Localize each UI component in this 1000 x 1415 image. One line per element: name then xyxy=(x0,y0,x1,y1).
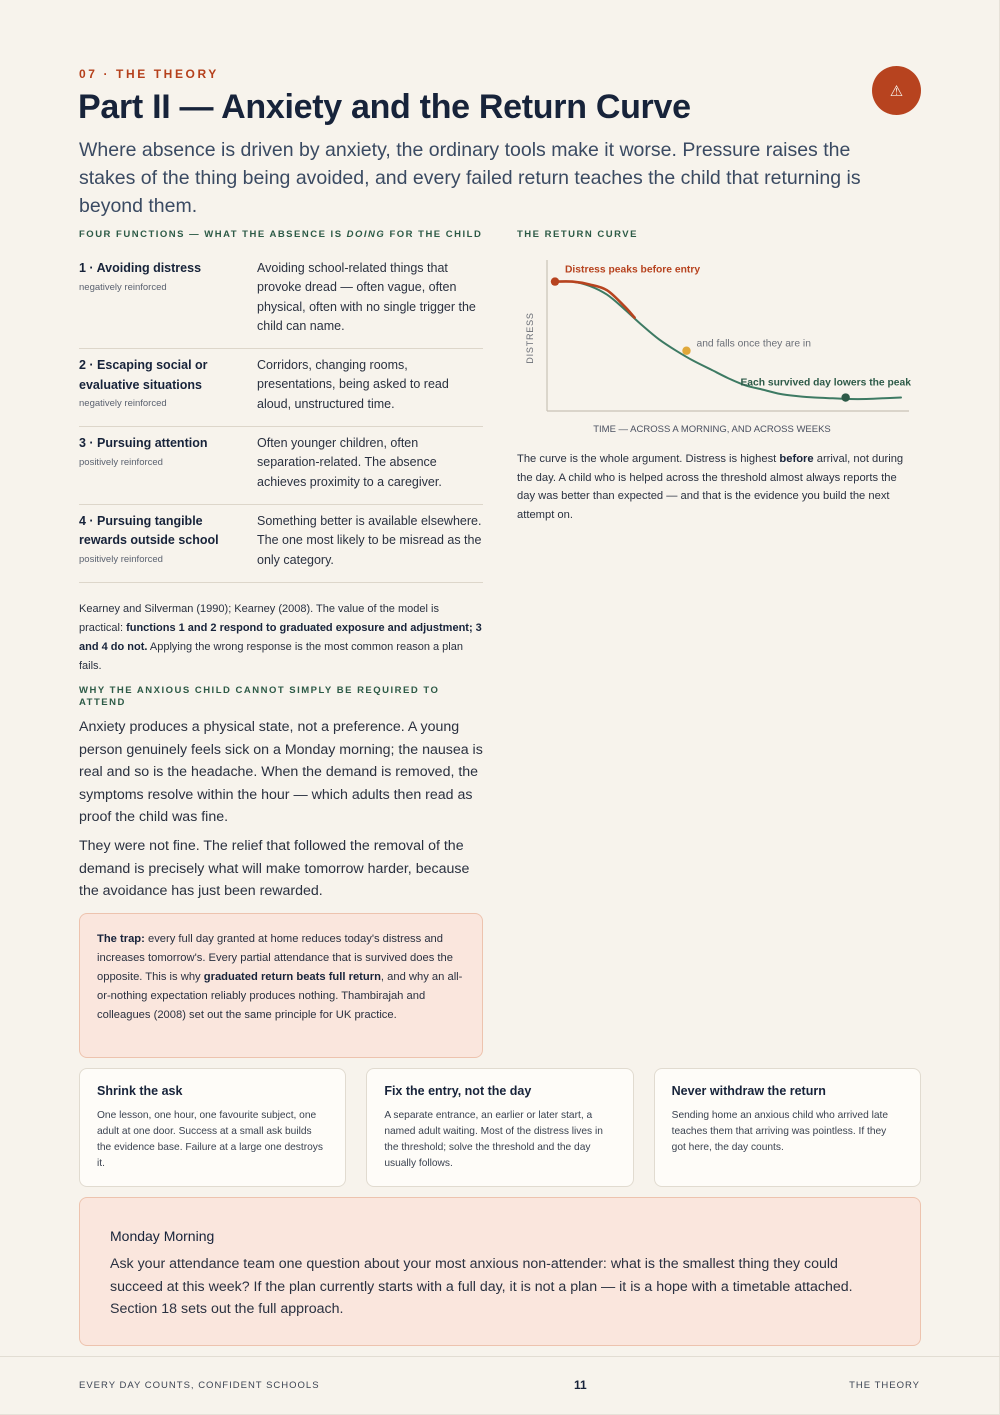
return-curve-svg xyxy=(517,252,917,442)
why-paragraph-2: They were not fine. The relief that followed the removal of the demand is precisely what will make tomorrow harder, because the avoidance has just been rewarded. xyxy=(79,838,470,900)
function-row xyxy=(79,505,483,583)
return-curve-chart xyxy=(517,252,917,442)
annotation-label: and falls once they are in xyxy=(696,338,811,350)
function-description: Often younger children, often separation-related. The absence achieves proximity to a caregiver. xyxy=(257,436,442,489)
warning-triangle-icon: ⚠ xyxy=(872,66,921,115)
principles-cards xyxy=(79,1068,921,1187)
monday-morning-callout xyxy=(79,1197,921,1346)
function-description: Something better is available elsewhere. The one most likely to be misread as the only category. xyxy=(257,513,482,567)
functions-section-label: FOUR FUNCTIONS — WHAT THE ABSENCE IS DOING FOR THE CHILD xyxy=(79,229,483,240)
function-row xyxy=(79,349,483,427)
lede-paragraph: Where absence is driven by anxiety, the ordinary tools make it worse. Pressure raises the stakes of the thing being avoided, and every failed return teaches the child that returning is beyond them. xyxy=(79,139,861,217)
why-paragraph-1: Anxiety produces a physical state, not a preference. A young person genuinely feels sick on a Monday morning; the nausea is real and so is the headache. When the demand is removed, the symptoms resolve within the hour — which adults then read as proof the child was fine. xyxy=(79,719,483,826)
curve-section-label: THE RETURN CURVE xyxy=(517,229,638,240)
x-axis-label: TIME — ACROSS A MORNING, AND ACROSS WEEKS xyxy=(593,424,831,435)
function-title: 2 · Escaping social or evaluative situations xyxy=(79,358,208,392)
footer-section: THE THEORY xyxy=(849,1380,920,1391)
end-point xyxy=(841,393,849,401)
card-body: A separate entrance, an earlier or later start, a named adult waiting. Most of the distress lives in the threshold; solve the threshold and the day usually follows. xyxy=(384,1110,603,1169)
function-title: 1 · Avoiding distress xyxy=(79,261,202,275)
page-number: 11 xyxy=(574,1378,587,1392)
footer-publication: EVERY DAY COUNTS, CONFIDENT SCHOOLS xyxy=(79,1380,320,1391)
midpoint-point xyxy=(682,347,690,355)
function-title: 4 · Pursuing tangible rewards outside school xyxy=(79,513,219,548)
card-body: One lesson, one hour, one favourite subject, one adult at one door. Success at a small ask builds the evidence base. Failure at a large one destroys it. xyxy=(97,1110,323,1169)
function-tag: positively reinforced xyxy=(79,553,163,565)
card-body: Sending home an anxious child who arrived late teaches them that arriving was pointless. If they got here, the day counts. xyxy=(671,1110,888,1153)
footer-divider xyxy=(0,1356,1000,1357)
annotation-label: Each survived day lowers the peak xyxy=(740,377,911,389)
principle-card xyxy=(79,1068,346,1187)
y-axis-label: DISTRESS xyxy=(525,312,535,364)
function-row xyxy=(79,427,483,505)
card-title: Never withdraw the return xyxy=(671,1084,826,1098)
card-title: Fix the entry, not the day xyxy=(384,1084,532,1098)
function-tag: negatively reinforced xyxy=(79,281,167,293)
section-eyebrow: 07 · THE THEORY xyxy=(79,67,219,81)
page-title: Part II — Anxiety and the Return Curve xyxy=(78,88,691,126)
function-title: 3 · Pursuing attention xyxy=(79,436,208,451)
monday-body: Ask your attendance team one question about your most anxious non-attender: what is the smallest thing they could succeed at this week? If the plan currently starts with a full day, it is not a plan — it is a hope with a timetable attached. Section 18 sets out the full approach. xyxy=(110,1256,853,1318)
curve-caption: The curve is the whole argument. Distress is highest before arrival, not during the day. A child who is helped across the threshold almost always reports the day was better than expected — and that is the evidence you build the next attempt on. xyxy=(517,453,904,521)
function-tag: negatively reinforced xyxy=(79,398,167,410)
functions-table xyxy=(79,252,483,583)
function-row xyxy=(79,252,483,349)
function-description: Corridors, changing rooms, presentations, being asked to read aloud, unstructured time. xyxy=(257,358,449,411)
peak-point xyxy=(551,277,559,285)
function-tag: positively reinforced xyxy=(79,456,163,468)
principle-card xyxy=(366,1068,633,1187)
annotation-label: Distress peaks before entry xyxy=(565,264,701,276)
principle-card xyxy=(654,1068,921,1187)
card-title: Shrink the ask xyxy=(97,1084,183,1098)
model-citation: Kearney and Silverman (1990); Kearney (2008). The value of the model is practical: functions 1 and 2 respond to graduated exposure and adjustment; 3 and 4 do not. Applying the wrong response is the most common reason a plan fails. xyxy=(79,603,482,672)
trap-callout: The trap: every full day granted at home reduces today's distress and increases tomorrow's. Every partial attendance that is survived does the opposite. This is why graduated return beats full return, and why an all-or-nothing expectation reliably produces nothing. Thambirajah and colleagues (2008) set out the same principle for UK practice. xyxy=(79,913,483,1058)
monday-title: Monday Morning xyxy=(110,1228,215,1244)
function-description: Avoiding school-related things that provoke dread — often vague, often physical, often with no single trigger the child can name. xyxy=(257,261,476,333)
why-section-label: WHY THE ANXIOUS CHILD CANNOT SIMPLY BE REQUIRED TO ATTEND xyxy=(79,685,440,708)
peak-highlight-line xyxy=(555,281,635,317)
